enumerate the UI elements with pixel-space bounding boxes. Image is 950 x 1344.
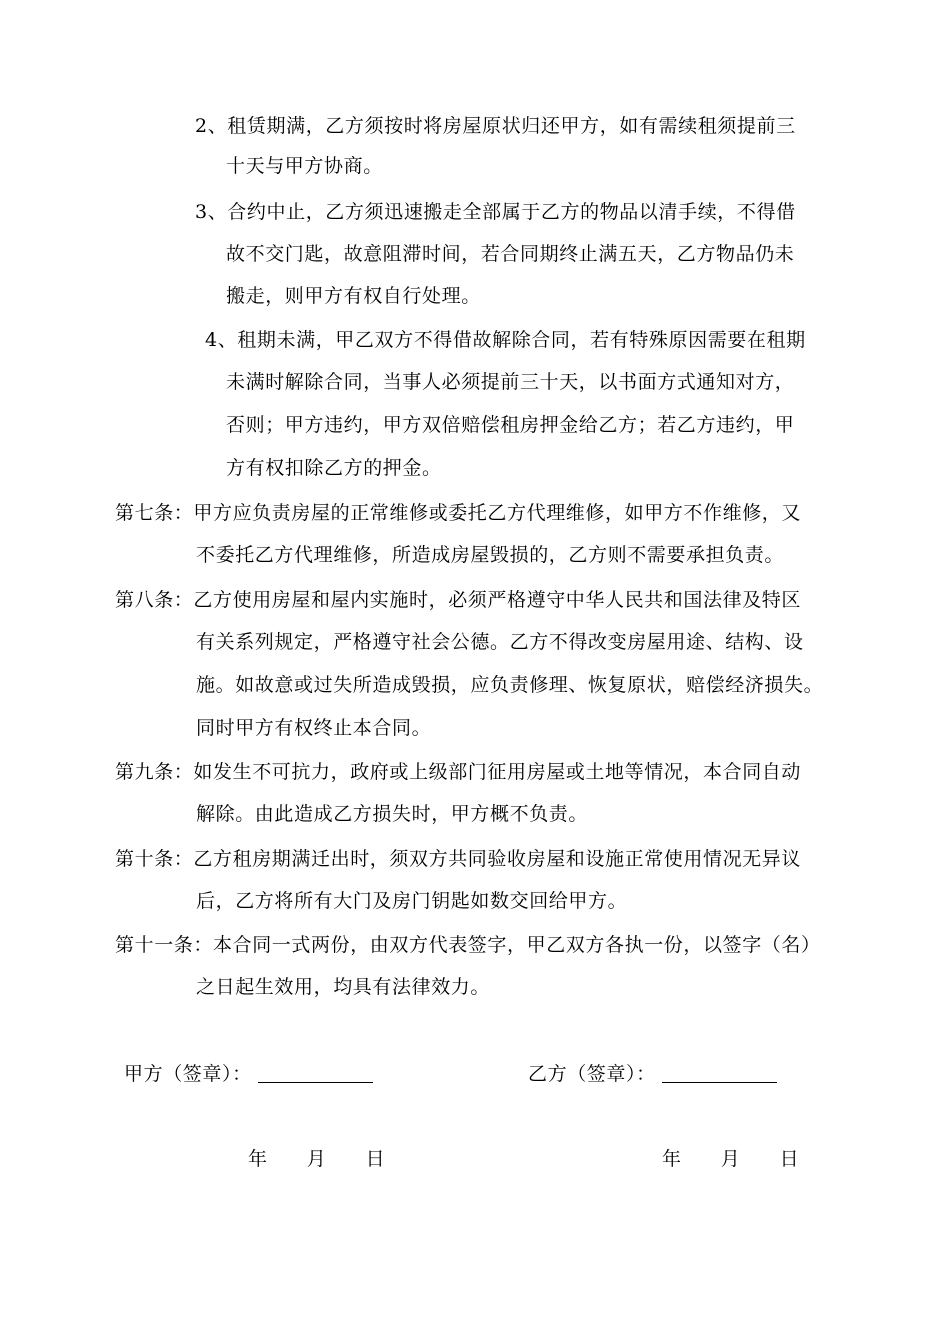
item-3-line-2: 故不交门匙，故意阻滞时间，若合同期终止满五天，乙方物品仍未: [226, 243, 795, 265]
party-a-date: 年 月 日: [248, 1148, 386, 1170]
party-a-signature-label: 甲方（签章）：: [124, 1063, 252, 1085]
item-4-line-3: 否则；甲方违约，甲方双倍赔偿租房押金给乙方；若乙方违约，甲: [226, 414, 795, 436]
article-11-line-1: 第十一条：本合同一式两份，由双方代表签字，甲乙双方各执一份，以签字（名）: [115, 934, 821, 956]
article-7-line-1: 第七条：甲方应负责房屋的正常维修或委托乙方代理维修，如甲方不作维修，又: [115, 502, 802, 524]
party-b-signature-line[interactable]: [662, 1082, 777, 1083]
article-8-line-2: 有关系列规定，严格遵守社会公德。乙方不得改变房屋用途、结构、设: [196, 631, 804, 653]
item-4-line-2: 未满时解除合同，当事人必须提前三十天，以书面方式通知对方，: [226, 371, 795, 393]
article-7-line-2: 不委托乙方代理维修，所造成房屋毁损的，乙方则不需要承担负责。: [196, 544, 785, 566]
article-9-line-2: 解除。由此造成乙方损失时，甲方概不负责。: [196, 803, 589, 825]
article-8-line-3: 施。如故意或过失所造成毁损，应负责修理、恢复原状，赔偿经济损失。: [196, 674, 824, 696]
article-8-line-1: 第八条：乙方使用房屋和屋内实施时，必须严格遵守中华人民共和国法律及特区: [115, 589, 802, 611]
party-a-signature-line[interactable]: [258, 1082, 373, 1083]
article-8-line-4: 同时甲方有权终止本合同。: [196, 717, 432, 739]
item-3-line-1: 3、合约中止，乙方须迅速搬走全部属于乙方的物品以清手续，不得借: [195, 201, 796, 223]
party-b-signature-label: 乙方（签章）：: [528, 1063, 656, 1085]
item-2-line-2: 十天与甲方协商。: [226, 155, 383, 177]
item-3-line-3: 搬走，则甲方有权自行处理。: [226, 285, 481, 307]
article-9-line-1: 第九条：如发生不可抗力，政府或上级部门征用房屋或土地等情况，本合同自动: [115, 761, 802, 783]
article-10-line-2: 后，乙方将所有大门及房门钥匙如数交回给甲方。: [196, 890, 628, 912]
item-4-line-1: 4、租期未满，甲乙双方不得借故解除合同，若有特殊原因需要在租期: [205, 329, 806, 351]
article-10-line-1: 第十条：乙方租房期满迁出时，须双方共同验收房屋和设施正常使用情况无异议: [115, 848, 802, 870]
item-4-line-4: 方有权扣除乙方的押金。: [226, 457, 442, 479]
party-b-date: 年 月 日: [662, 1148, 800, 1170]
article-11-line-2: 之日起生效用，均具有法律效力。: [196, 976, 491, 998]
item-2-line-1: 2、租赁期满，乙方须按时将房屋原状归还甲方，如有需续租须提前三: [195, 115, 796, 137]
